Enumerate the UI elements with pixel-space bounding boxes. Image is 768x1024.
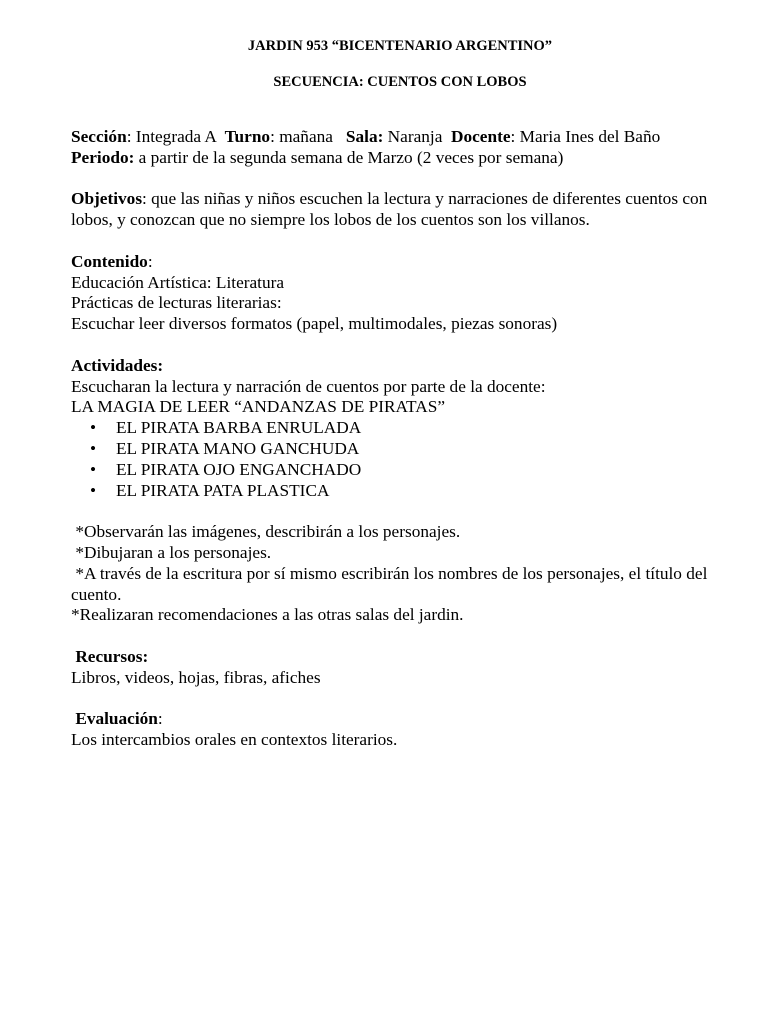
contenido-line: Educación Artística: Literatura [71,272,285,292]
contenido-colon: : [147,251,153,271]
contenido-line: Escuchar leer diversos formatos (papel, multimodales, piezas sonoras) [71,314,558,334]
turno-value: : mañana [270,127,346,146]
document-body [71,127,731,751]
document-title: JARDIN 953 “BICENTENARIO ARGENTINO” [247,38,553,54]
list-item-text: EL PIRATA PATA PLASTICA [116,480,330,500]
contenido-label: Contenido [71,251,148,271]
evaluacion-text: Los intercambios orales en contextos literarios. [71,730,398,750]
actividades-heading [71,356,731,377]
info-line-2 [71,148,731,169]
document-subtitle: SECUENCIA: CUENTOS CON LOBOS [273,74,527,90]
list-item-text: EL PIRATA BARBA ENRULADA [116,418,362,438]
evaluacion-label: Evaluación [71,709,158,729]
docente-label: Docente [451,127,511,146]
turno-label: Turno [224,127,271,146]
objetivos-text: : que las niñas y niños escuchen la lectura y narraciones de diferentes cuentos con lobos, y conozcan que no siempre los lobos de los cuentos son los villanos. [71,189,708,230]
evaluacion-heading [71,709,731,730]
activity-note: *Realizaran recomendaciones a las otras salas del jardin. [71,605,464,625]
bullet-icon: • [90,480,97,500]
objetivos-label: Objetivos [71,189,143,209]
list-item-text: EL PIRATA MANO GANCHUDA [116,438,360,458]
sala-value: Naranja [383,127,452,146]
list-item [71,481,731,502]
info-line-1 [71,127,731,148]
evaluacion-colon: : [157,709,163,729]
contenido-line: Prácticas de lecturas literarias: [71,293,282,313]
list-item-text: EL PIRATA OJO ENGANCHADO [116,459,362,479]
activity-note: *Observarán las imágenes, describirán a los personajes. [71,522,461,542]
bullet-icon: • [90,459,97,479]
docente-value: : Maria Ines del Baño [510,127,661,146]
bullet-icon: • [90,438,97,458]
activity-note: *A través de la escritura por sí mismo escribirán los nombres de los personajes, el título del cuento. [71,563,712,604]
actividades-intro: Escucharan la lectura y narración de cuentos por parte de la docente: [71,376,546,396]
sala-label: Sala: [345,127,384,146]
list-item [71,439,731,460]
bullet-icon: • [90,418,97,438]
seccion-label: Sección [71,127,127,146]
story-list [71,418,731,501]
periodo-value: a partir de la segunda semana de Marzo (2 veces por semana) [134,147,564,167]
actividades-label: Actividades: [71,355,164,375]
periodo-label: Periodo: [71,147,135,167]
recursos-label: Recursos: [71,646,149,666]
activity-note: *Dibujaran a los personajes. [71,542,272,562]
recursos-heading [71,647,731,668]
recursos-text: Libros, videos, hojas, fibras, afiches [71,667,321,687]
list-item [71,460,731,481]
seccion-value: : Integrada A [126,127,225,146]
actividades-collection: LA MAGIA DE LEER “ANDANZAS DE PIRATAS” [71,397,445,417]
list-item [71,418,731,439]
contenido-heading [71,252,731,273]
objetivos-paragraph [71,189,731,231]
